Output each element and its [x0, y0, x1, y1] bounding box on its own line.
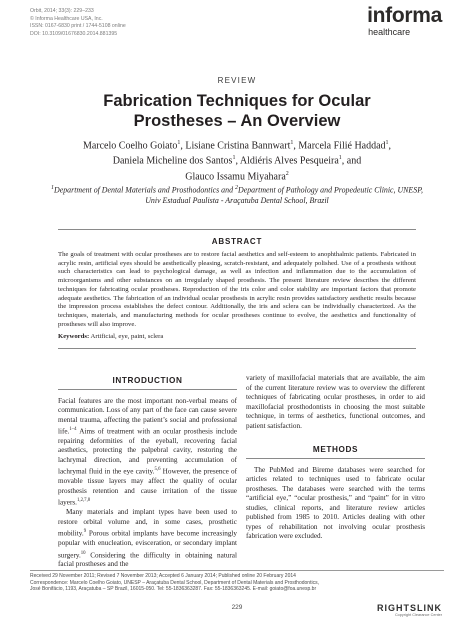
- author-affil-mark: 1: [232, 155, 236, 162]
- rightslink-logo[interactable]: [377, 603, 442, 617]
- intro-text: However, the presence of movable tissue layers may affect the quality of ocular prosthesis retention and cause irritation of the tissue layers.: [58, 467, 237, 507]
- publisher-logo: [367, 5, 442, 37]
- citation: 5,6: [154, 467, 161, 473]
- author-affil-mark: 2: [285, 170, 289, 177]
- intro-text: Many materials and implant types have been used to restore orbital volume and, in some cases, prosthetic mobility.: [58, 508, 237, 538]
- abstract-box: [58, 229, 416, 349]
- author-separator: , and: [341, 155, 362, 167]
- author-separator: ,: [180, 140, 186, 152]
- affil-text: Department of Pathology and Propedeutic Clinic, UNESP, Univ Estadual Paulista - Araçatuba Dental School, Brazil: [145, 185, 423, 205]
- title-line: Prostheses – An Overview: [133, 111, 341, 130]
- author-separator: ,: [293, 140, 299, 152]
- footer-notes: [30, 573, 444, 593]
- intro-text: Facial features are the most important non-verbal means of communication. Loss of any part of the face can cause severe mental trauma, affecting the patient’s social and professional life.: [58, 396, 237, 436]
- author-affil-mark: 1: [290, 140, 294, 146]
- author-name: Daniela Micheline dos Santos: [112, 155, 233, 167]
- citation: 1–4: [69, 427, 77, 432]
- affil-mark: 2: [235, 185, 238, 191]
- rightslink-text: RIGHTSLINK: [377, 603, 442, 613]
- affil-mark: 1: [51, 185, 55, 191]
- article-type: REVIEW: [217, 76, 257, 85]
- intro-paragraph: [58, 508, 237, 570]
- intro-text: Aims of treatment with an ocular prosthesis include repairing deformities of the eyeball, recovering facial aesthetics, protecting the palpebral cavity, restoring the lachrymal direction, and preventing accumulation of lachrymal fluid in the eye cavity.: [58, 427, 237, 476]
- rightslink-sub: Copyright Clearance Center: [394, 613, 442, 617]
- intro-paragraph: [58, 397, 237, 509]
- author-affil-mark: 1: [338, 155, 342, 162]
- meta-line[interactable]: DOI: 10.3109/01676830.2014.881395: [30, 30, 118, 37]
- introduction-heading: INTRODUCTION: [58, 376, 237, 390]
- title-line: Fabrication Techniques for Ocular: [103, 92, 371, 110]
- keywords-text: Artificial, eye, paint, sclera: [90, 333, 164, 341]
- section-spacer: [246, 431, 425, 443]
- abstract-heading: ABSTRACT: [211, 237, 263, 246]
- brand-name: informa: [367, 4, 442, 27]
- brand-sub: healthcare: [368, 27, 411, 37]
- meta-line: Orbit, 2014; 33(3): 229–233: [30, 8, 94, 14]
- abstract-text: The goals of treatment with ocular prostheses are to restore facial aesthetics and self-esteem to anophthalmic patients. Fabricated in acrylic resin, artificial eyes should be aesthetically pleasing, scratch-resistant, and adequately polished. Use of a prosthesis without such characteristics can lead to psychological damage, as well as infection and inflammation due to the accumulation of microorganisms and other substances on an irregularly shaped prosthesis. The present literature review describes the different techniques for fabricating ocular prostheses. Reproduction of the iris color and color stability are important factors that promote adequate aesthetics. The fabrication of an individual ocular prosthesis in acrylic resin provides satisfactory aesthetic results because the impression process establishes the defect contour. Additionally, the iris and sclera can be individually characterized. As the techniques, materials, and manufacturing methods for ocular prostheses continue to evolve, the aesthetics and functionality of prostheses will also improve.: [58, 251, 416, 328]
- received-dates: Received 29 November 2011; Revised 7 November 2013; Accepted 6 January 2014; Published online 20 February 2014: [30, 573, 296, 579]
- left-column: [58, 374, 237, 570]
- intro-continuation: variety of maxillofacial materials that are available, the aim of the current literature review was to overview the different techniques of fabricating ocular prostheses, in order to aid maxillofacial prosthodontists in choosing the most suitable technique, in terms of aesthetics, functional outcomes, and patient satisfaction.: [246, 374, 425, 430]
- page-number: 229: [231, 604, 243, 611]
- author-name: Aldiéris Alves Pesqueira: [239, 155, 339, 167]
- right-column: [246, 374, 425, 542]
- meta-line: © Informa Healthcare USA, Inc.: [30, 15, 103, 22]
- footer-rule: [30, 570, 444, 571]
- author-separator: ,: [235, 155, 240, 167]
- keywords: [58, 333, 416, 342]
- correspondence: Correspondence: Marcelo Coelho Goiato, UNESP – Araçatuba Dental School, Department of Dental Materials and Prosthodontics,: [30, 579, 319, 586]
- author-affil-mark: 1: [177, 140, 181, 146]
- meta-line: ISSN: 0167-6830 print / 1744-5108 online: [30, 23, 126, 30]
- intro-text: Porous orbital implants have become increasingly popular with enucleation, evisceration, or secondary implant surgery.: [58, 529, 237, 559]
- author-name: Marcela Filié Haddad: [298, 140, 386, 152]
- article-title: [0, 92, 474, 131]
- journal-meta: [30, 8, 126, 38]
- author-name: Lisiane Cristina Bannwart: [185, 140, 291, 152]
- intro-text: Considering the difficulty in obtaining natural facial prostheses and the: [58, 550, 237, 569]
- affil-text: Department of Dental Materials and Prosthodontics and: [54, 185, 235, 195]
- author-affil-mark: 1: [385, 140, 389, 146]
- author-separator: ,: [388, 140, 392, 152]
- citation: 10: [80, 550, 86, 556]
- author-name: Marcelo Coelho Goiato: [82, 140, 178, 152]
- author-name: Glauco Issamu Miyahara: [185, 170, 286, 182]
- author-list: [40, 137, 434, 183]
- correspondence-address: José Bonifácio, 1193, Araçatuba – SP Brazil, 16015-050. Tel: 55-1836363287. Fax: 55-1836363245. E-mail: goiato@foa.unesp.br: [30, 586, 317, 593]
- keywords-label: Keywords:: [58, 333, 90, 341]
- citation: 9: [83, 529, 87, 535]
- methods-heading: METHODS: [246, 445, 425, 459]
- citation: 1,2,7,8: [76, 498, 91, 504]
- affiliations: [44, 183, 430, 206]
- methods-paragraph: The PubMed and Bireme databases were searched for articles related to techniques used to fabricate ocular prostheses. The databases were searched with the terms “artificial eye,” “ocular prosthesis,” and “paint” for in vitro studies, clinical reports, and literature review articles published from 1985 to 2010. Articles dealing with other types of rehabilitation not involving ocular prosthesis fabrication were excluded.: [246, 465, 425, 540]
